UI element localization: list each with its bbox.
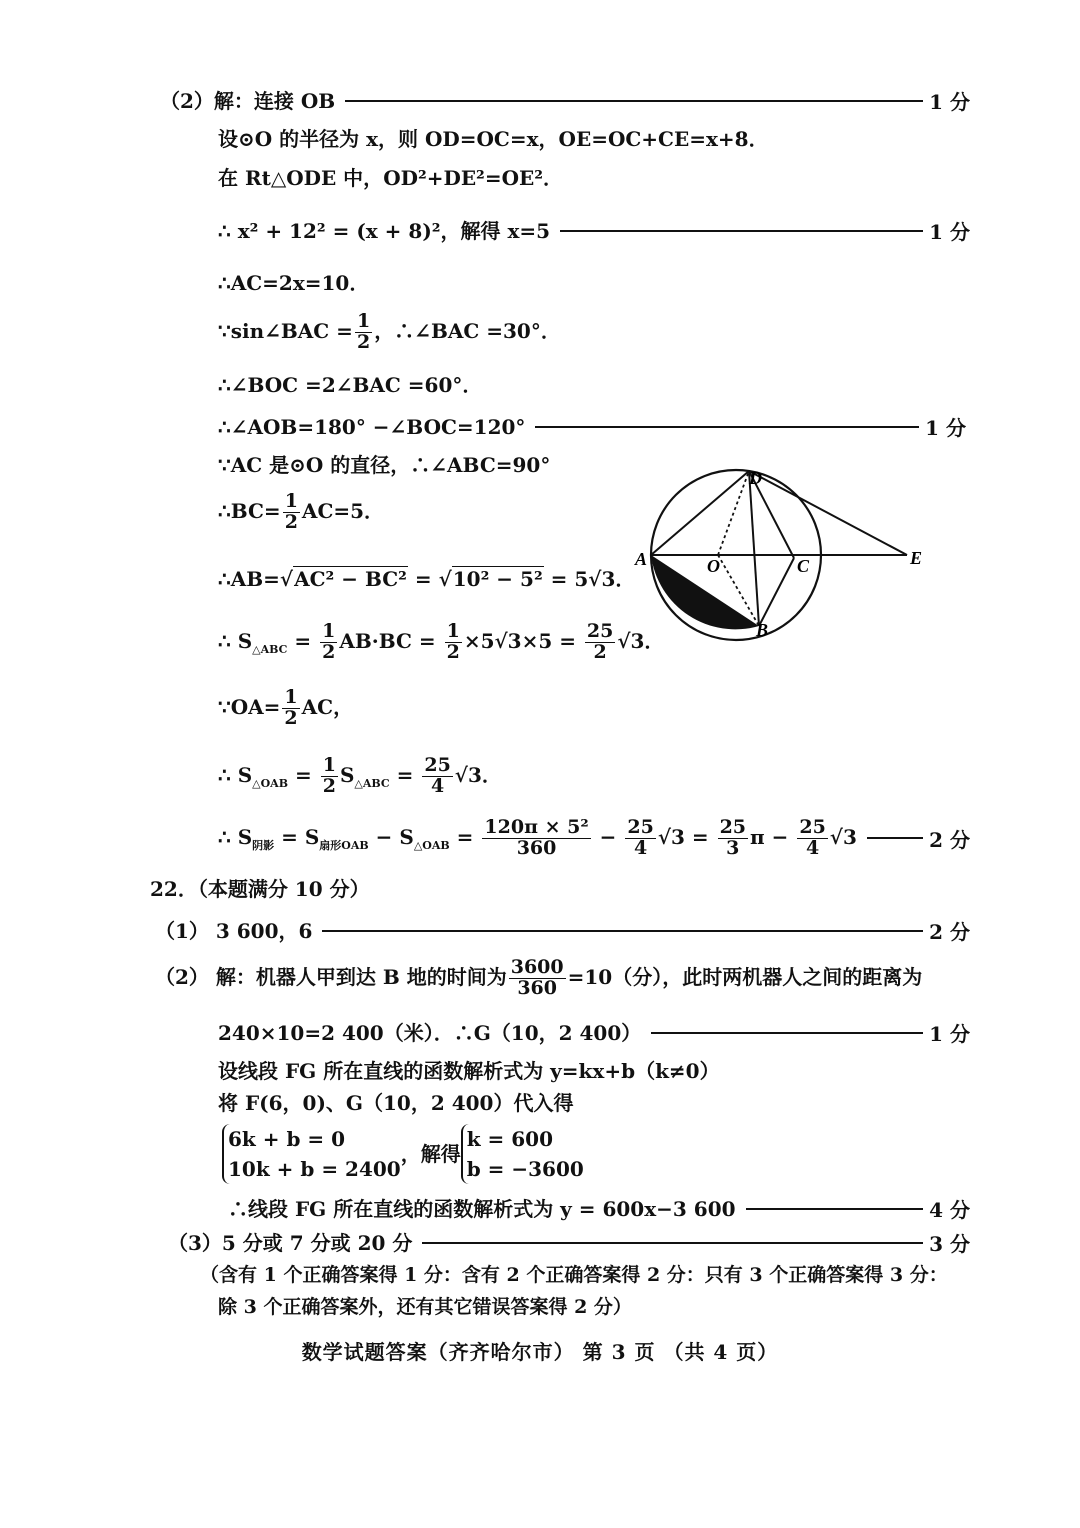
scoring-note-line-1: （含有 1 个正确答案得 1 分：含有 2 个正确答案得 2 分：只有 3 个正确答案得 3 分：: [200, 1264, 948, 1286]
step-text: 240×10=2 400（米）．∴G（10，2 400）: [218, 1020, 642, 1045]
fraction-denominator: 3: [726, 836, 740, 859]
fraction-numerator: 25: [586, 620, 614, 642]
score-leader-line: [422, 1242, 923, 1244]
step-sin-bac: [218, 312, 561, 353]
answer-line-solve-x: [218, 216, 970, 245]
answer-line-connect-ob: [160, 86, 970, 115]
radicand: AC² − BC²: [294, 567, 407, 591]
fraction-numerator: 25: [627, 816, 654, 838]
score-label: 4 分: [929, 1198, 970, 1222]
answer-line-aob: [218, 412, 966, 441]
step-text: （2） 解：机器人甲到达 B 地的时间为: [155, 964, 507, 989]
fraction-numerator: 25: [424, 754, 451, 776]
point-label-c: C: [797, 556, 810, 576]
step-diameter: ∵AC 是⊙O 的直径，∴∠ABC=90°: [218, 453, 551, 477]
system-equation: b = −3600: [466, 1157, 584, 1181]
fraction-denominator: 2: [284, 510, 298, 533]
step-22-2-substitute: 将 F(6，0)、G（10，2 400）代入得: [218, 1091, 574, 1115]
shaded-segment: [651, 555, 759, 629]
system-left: [222, 1124, 401, 1184]
line-db: [749, 471, 759, 626]
answer-line-22-2-point-g: [218, 1018, 970, 1047]
step-text: −: [592, 824, 624, 849]
fraction-numerator: 1: [446, 620, 460, 642]
fraction-denominator: 4: [805, 836, 820, 859]
score-label: 2 分: [929, 920, 970, 944]
line-de: [749, 471, 907, 555]
step-text: （2）解：连接 OB: [160, 88, 336, 113]
fraction: [321, 756, 338, 797]
answer-line-shaded-area: [218, 818, 970, 859]
step-text: ∴ S: [218, 628, 253, 653]
answer-line-22-1: [155, 916, 970, 945]
step-text: ×5√3×5 =: [463, 628, 583, 653]
fraction-numerator: 1: [322, 620, 336, 642]
system-solution: [461, 1124, 584, 1184]
step-ac: ∴AC=2x=10．: [218, 271, 370, 295]
step-text: AC，: [301, 694, 354, 719]
subscript: △ABC: [354, 776, 390, 790]
fraction-numerator: 1: [322, 754, 336, 776]
fraction: [320, 622, 337, 663]
step-text: ∴AB=: [218, 567, 280, 591]
score-leader-line: [535, 426, 919, 428]
answer-text: （1） 3 600，6: [155, 918, 313, 943]
step-text: ，解得: [400, 1142, 461, 1166]
step-oa: [218, 688, 353, 729]
fraction-denominator: 2: [322, 640, 336, 663]
step-text: ∴ S: [218, 824, 253, 849]
point-label-a: A: [635, 549, 648, 569]
question-22-heading: 22．（本题满分 10 分）: [150, 877, 370, 901]
fraction-denominator: 2: [284, 706, 298, 729]
score-label: 3 分: [929, 1232, 970, 1256]
fraction: [585, 622, 615, 663]
point-label-o: O: [707, 556, 720, 576]
fraction-denominator: 4: [633, 836, 648, 859]
step-text: √3: [829, 824, 857, 849]
system-equation: 6k + b = 0: [228, 1127, 346, 1151]
fraction-denominator: 2: [356, 330, 371, 353]
equation: ∴ x² + 12² = (x + 8)²，解得 x=5: [218, 218, 551, 243]
system-equation: k = 600: [466, 1127, 554, 1151]
step-bc: [218, 492, 384, 533]
line-cb: [759, 558, 794, 626]
step-pythagoras: [218, 165, 563, 191]
fraction: [718, 818, 748, 859]
fraction-denominator: 2: [446, 640, 460, 663]
fraction: [445, 622, 462, 663]
fraction-denominator: 2: [322, 774, 336, 797]
fraction-denominator: 360: [516, 836, 557, 859]
radicand: 10² − 5²: [452, 567, 543, 591]
point-label-e: E: [910, 548, 923, 568]
step-text: √3 =: [657, 824, 716, 849]
fraction: [509, 958, 566, 999]
step-text: − S: [368, 824, 414, 849]
score-label: 1 分: [925, 416, 966, 440]
subscript: △OAB: [252, 776, 289, 790]
step-text: =: [389, 762, 421, 787]
step-text: S: [339, 762, 355, 787]
fraction-numerator: 120π × 5²: [484, 816, 589, 838]
system-equation: 10k + b = 2400: [228, 1157, 401, 1181]
line-ad: [651, 471, 749, 555]
page-footer: 数学试题答案（齐齐哈尔市） 第 3 页 （共 4 页）: [301, 1340, 779, 1364]
score-label: 1 分: [929, 1022, 970, 1046]
fraction-numerator: 25: [719, 816, 747, 838]
score-label: 1 分: [929, 90, 970, 114]
answer-text: （3）5 分或 7 分或 20 分: [168, 1230, 413, 1255]
fraction-numerator: 1: [284, 686, 298, 708]
score-label: 2 分: [929, 827, 970, 852]
equation: OD²+DE²=OE²．: [383, 166, 564, 190]
score-label: 1 分: [929, 220, 970, 244]
step-text: ∵OA=: [218, 694, 281, 719]
step-text: =: [287, 628, 319, 653]
score-leader-line: [560, 230, 923, 232]
subscript: △ABC: [252, 642, 288, 656]
score-leader-line: [867, 837, 923, 839]
step-text: = S: [274, 824, 320, 849]
step-22-2-time: [155, 958, 922, 999]
equation: ∴∠AOB=180° −∠BOC=120°: [218, 414, 526, 439]
fraction-numerator: 3600: [510, 956, 564, 978]
step-text: AB·BC =: [339, 628, 443, 653]
step-text: 在 Rt△ODE 中，: [218, 166, 384, 190]
subscript: 扇形OAB: [319, 838, 369, 852]
scoring-note-line-2: 除 3 个正确答案外，还有其它错误答案得 2 分）: [218, 1296, 632, 1318]
fraction: [625, 818, 655, 859]
step-text: ∴BC=: [218, 498, 281, 523]
fraction-denominator: 2: [593, 640, 607, 663]
fraction-denominator: 4: [430, 774, 445, 797]
step-radius: 设⊙O 的半径为 x，则 OD=OC=x，OE=OC+CE=x+8．: [218, 127, 769, 151]
step-boc: ∴∠BOC =2∠BAC =60°．: [218, 373, 483, 397]
step-area-abc: [218, 622, 664, 663]
score-leader-line: [651, 1032, 923, 1034]
step-text: = 5√3．: [543, 567, 636, 591]
score-leader-line: [322, 930, 923, 932]
fraction: [482, 818, 590, 859]
step-area-oab: [218, 756, 502, 797]
equation: [218, 818, 857, 859]
fraction: [422, 756, 452, 797]
fraction-numerator: 1: [356, 310, 371, 332]
answer-line-22-2-result: [228, 1194, 970, 1223]
fraction: [282, 688, 299, 729]
step-text: √3．: [617, 628, 665, 653]
step-text: ，∴∠BAC =30°．: [374, 318, 561, 343]
point-label-b: B: [756, 620, 769, 640]
step-22-2-line-form: 设线段 FG 所在直线的函数解析式为 y=kx+b（k≠0）: [218, 1059, 720, 1083]
step-text: ∴线段 FG 所在直线的函数解析式为 y = 600x−3 600: [228, 1196, 736, 1221]
step-text: =: [407, 567, 439, 591]
answer-line-22-3: [168, 1228, 970, 1257]
step-text: =10（分），此时两机器人之间的距离为: [567, 964, 923, 989]
subscript: △OAB: [413, 838, 450, 852]
equation-system: [222, 1124, 584, 1184]
step-text: √3．: [454, 762, 502, 787]
fraction: [355, 312, 372, 353]
step-text: AC=5．: [301, 498, 385, 523]
step-text: ∵sin∠BAC =: [218, 318, 353, 343]
subscript: 阴影: [252, 838, 275, 852]
point-label-d: D: [749, 468, 762, 488]
step-text: =: [288, 762, 319, 787]
step-text: =: [449, 824, 481, 849]
step-text: π −: [750, 824, 796, 849]
fraction: [797, 818, 827, 859]
circle-geometry-figure: [625, 460, 935, 645]
fraction-denominator: 360: [517, 976, 557, 999]
fraction-numerator: 1: [284, 490, 298, 512]
fraction-numerator: 25: [799, 816, 826, 838]
fraction: [283, 492, 300, 533]
score-leader-line: [345, 100, 923, 102]
step-text: ∴ S: [218, 762, 253, 787]
step-ab: ∴AB=√AC² − BC² = √10² − 5² = 5√3．: [218, 567, 636, 591]
score-leader-line: [746, 1208, 924, 1210]
